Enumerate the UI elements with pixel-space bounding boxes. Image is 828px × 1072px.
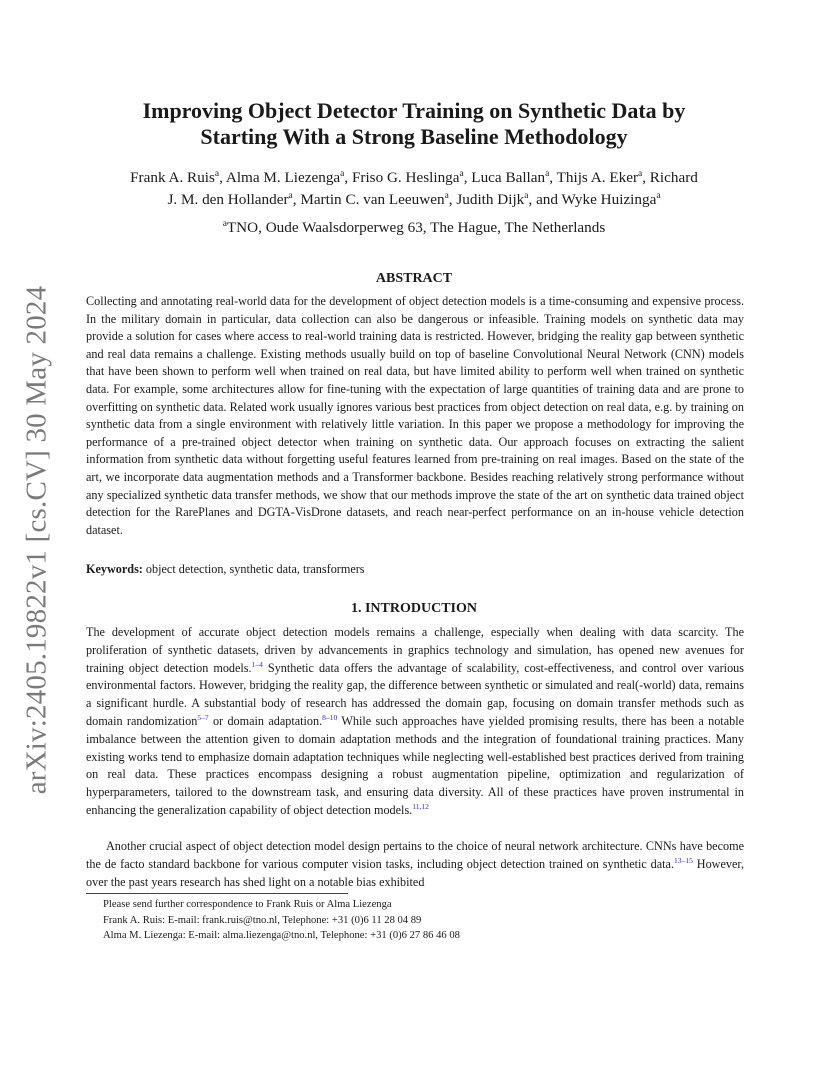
author-name: , and Wyke Huizinga — [528, 191, 657, 208]
author-name: Frank A. Ruis — [130, 169, 215, 186]
author-name: , Alma M. Liezenga — [219, 169, 341, 186]
affiliation-mark: a — [459, 168, 464, 179]
author-name: , Luca Ballan — [463, 169, 546, 186]
introduction-heading: 1. INTRODUCTION — [350, 601, 477, 616]
paragraph-text: or domain adaptation. — [208, 713, 323, 728]
paragraph-text: Synthetic data offers the advantage of scalability, cost-effectiveness, and control over various environmental factors. However, bridging the reality gap, the difference between synthetic or simulated and real(-world) data, remains a significant hurdle. A substantial body of research has addressed the domain gap, focusing on domain transfer methods such as domain randomization — [86, 660, 744, 728]
footnote-divider — [86, 893, 348, 894]
footnote-correspondence: Please send further correspondence to Frank Ruis or Alma Liezenga — [103, 899, 392, 910]
intro-paragraph-2 — [86, 838, 744, 891]
author-name: , Martin C. van Leeuwen — [292, 191, 445, 208]
affiliation-mark: a — [222, 218, 227, 229]
paragraph-text: However, over the past years research has shed light on a notable bias exhibited — [86, 856, 744, 889]
citation-link[interactable]: 11,12 — [412, 801, 429, 811]
author-name: , Thijs A. Eker — [549, 169, 639, 186]
affiliation-mark: a — [524, 190, 529, 201]
paper-title — [60, 98, 768, 150]
author-name: J. M. den Hollander — [167, 191, 289, 208]
affiliation-mark: a — [288, 190, 293, 201]
citation-link[interactable]: 5–7 — [197, 712, 209, 722]
keywords-label: Keywords: — [86, 562, 143, 576]
paragraph-text: Another crucial aspect of object detection model design pertains to the choice of neural network architecture. CNNs have become the de facto standard backbone for various computer vision tasks, including object detection trained on synthetic data. — [86, 839, 744, 871]
intro-paragraph-1 — [86, 624, 744, 820]
affiliation-mark: a — [656, 190, 661, 201]
footnotes — [103, 897, 743, 944]
citation-link[interactable]: 8–10 — [322, 712, 338, 722]
abstract-text: Collecting and annotating real-world data for the development of object detection models is a time-consuming and expensive process. In the military domain in particular, data collection can also be dangerous or infeasible. Training models on synthetic data may provide a solution for cases where access to real-world training data is restricted. However, bridging the reality gap between synthetic and real data remains a challenge. Existing methods usually build on top of baseline Convolutional Neural Network (CNN) models that have been shown to perform well when trained on real data, but have limited ability to perform well when trained on synthetic data. For example, some architectures allow for fine-tuning with the expectation of large quantities of training data and are prone to overfitting on synthetic data. Related work usually ignores various best practices from object detection on real data, e.g. by training on synthetic data from a single environment with relatively little variation. In this paper we propose a methodology for improving the performance of a pre-trained object detector when training on synthetic data. Our approach focuses on extracting the salient information from synthetic data without forgetting useful features learned from pre-training on real images. Based on the state of the art, we incorporate data augmentation methods and a Transformer backbone. Besides reaching relatively strong performance without any specialized synthetic data transfer methods, we show that our methods improve the state of the art on synthetic data trained object detection for the RarePlanes and DGTA-VisDrone datasets, and reach near-perfect performance on an in-house vehicle detection dataset. — [86, 294, 744, 537]
affiliation-mark: a — [444, 190, 449, 201]
author-name: , Judith Dijk — [448, 191, 525, 208]
author-name: , Richard — [642, 169, 698, 186]
author-name: , Friso G. Heslinga — [344, 169, 460, 186]
affiliation — [60, 218, 768, 238]
affiliation-mark: a — [545, 168, 550, 179]
abstract-heading: ABSTRACT — [375, 271, 453, 286]
title-line-2: Starting With a Strong Baseline Methodology — [200, 124, 628, 149]
affiliation-mark: a — [214, 168, 220, 179]
arxiv-identifier[interactable]: arXiv:2405.19822v1 [cs.CV] 30 May 2024 — [20, 285, 53, 795]
affiliation-mark: a — [340, 168, 345, 179]
title-line-1: Improving Object Detector Training on Synthetic Data by — [142, 98, 686, 123]
footnote-contact-ruis: Frank A. Ruis: E-mail: frank.ruis@tno.nl, Telephone: +31 (0)6 11 28 04 89 — [103, 914, 422, 926]
affiliation-text: TNO, Oude Waalsdorperweg 63, The Hague, The Netherlands — [226, 219, 606, 236]
author-list — [70, 167, 758, 211]
citation-link[interactable]: 1–4 — [251, 659, 263, 669]
paragraph-text: The development of accurate object detection models remains a challenge, especially when dealing with data scarcity. The proliferation of synthetic datasets, driven by advancements in graphics technology and simulation, has opened new avenues for training object detection models. — [86, 625, 744, 675]
keywords-list: object detection, synthetic data, transformers — [142, 562, 365, 576]
footnote-contact-liezenga: Alma M. Liezenga: E-mail: alma.liezenga@tno.nl, Telephone: +31 (0)6 27 86 46 08 — [103, 930, 460, 942]
paragraph-text: While such approaches have yielded promising results, there has been a notable imbalance between the attention given to domain adaptation methods and the integration of foundational training practices. Many existing works tend to emphasize domain adaptation techniques while neglecting well-established best practices derived from training on real data. These practices encompass designing a robust augmentation pipeline, optimization and regularization of hyperparameters, tailored to the downstream task, and ensuring data diversity. All of these practices have proven instrumental in enhancing the generalization capability of object detection models. — [86, 713, 744, 817]
citation-link[interactable]: 13–15 — [674, 855, 693, 865]
keywords — [86, 561, 744, 579]
affiliation-mark: a — [638, 168, 643, 179]
